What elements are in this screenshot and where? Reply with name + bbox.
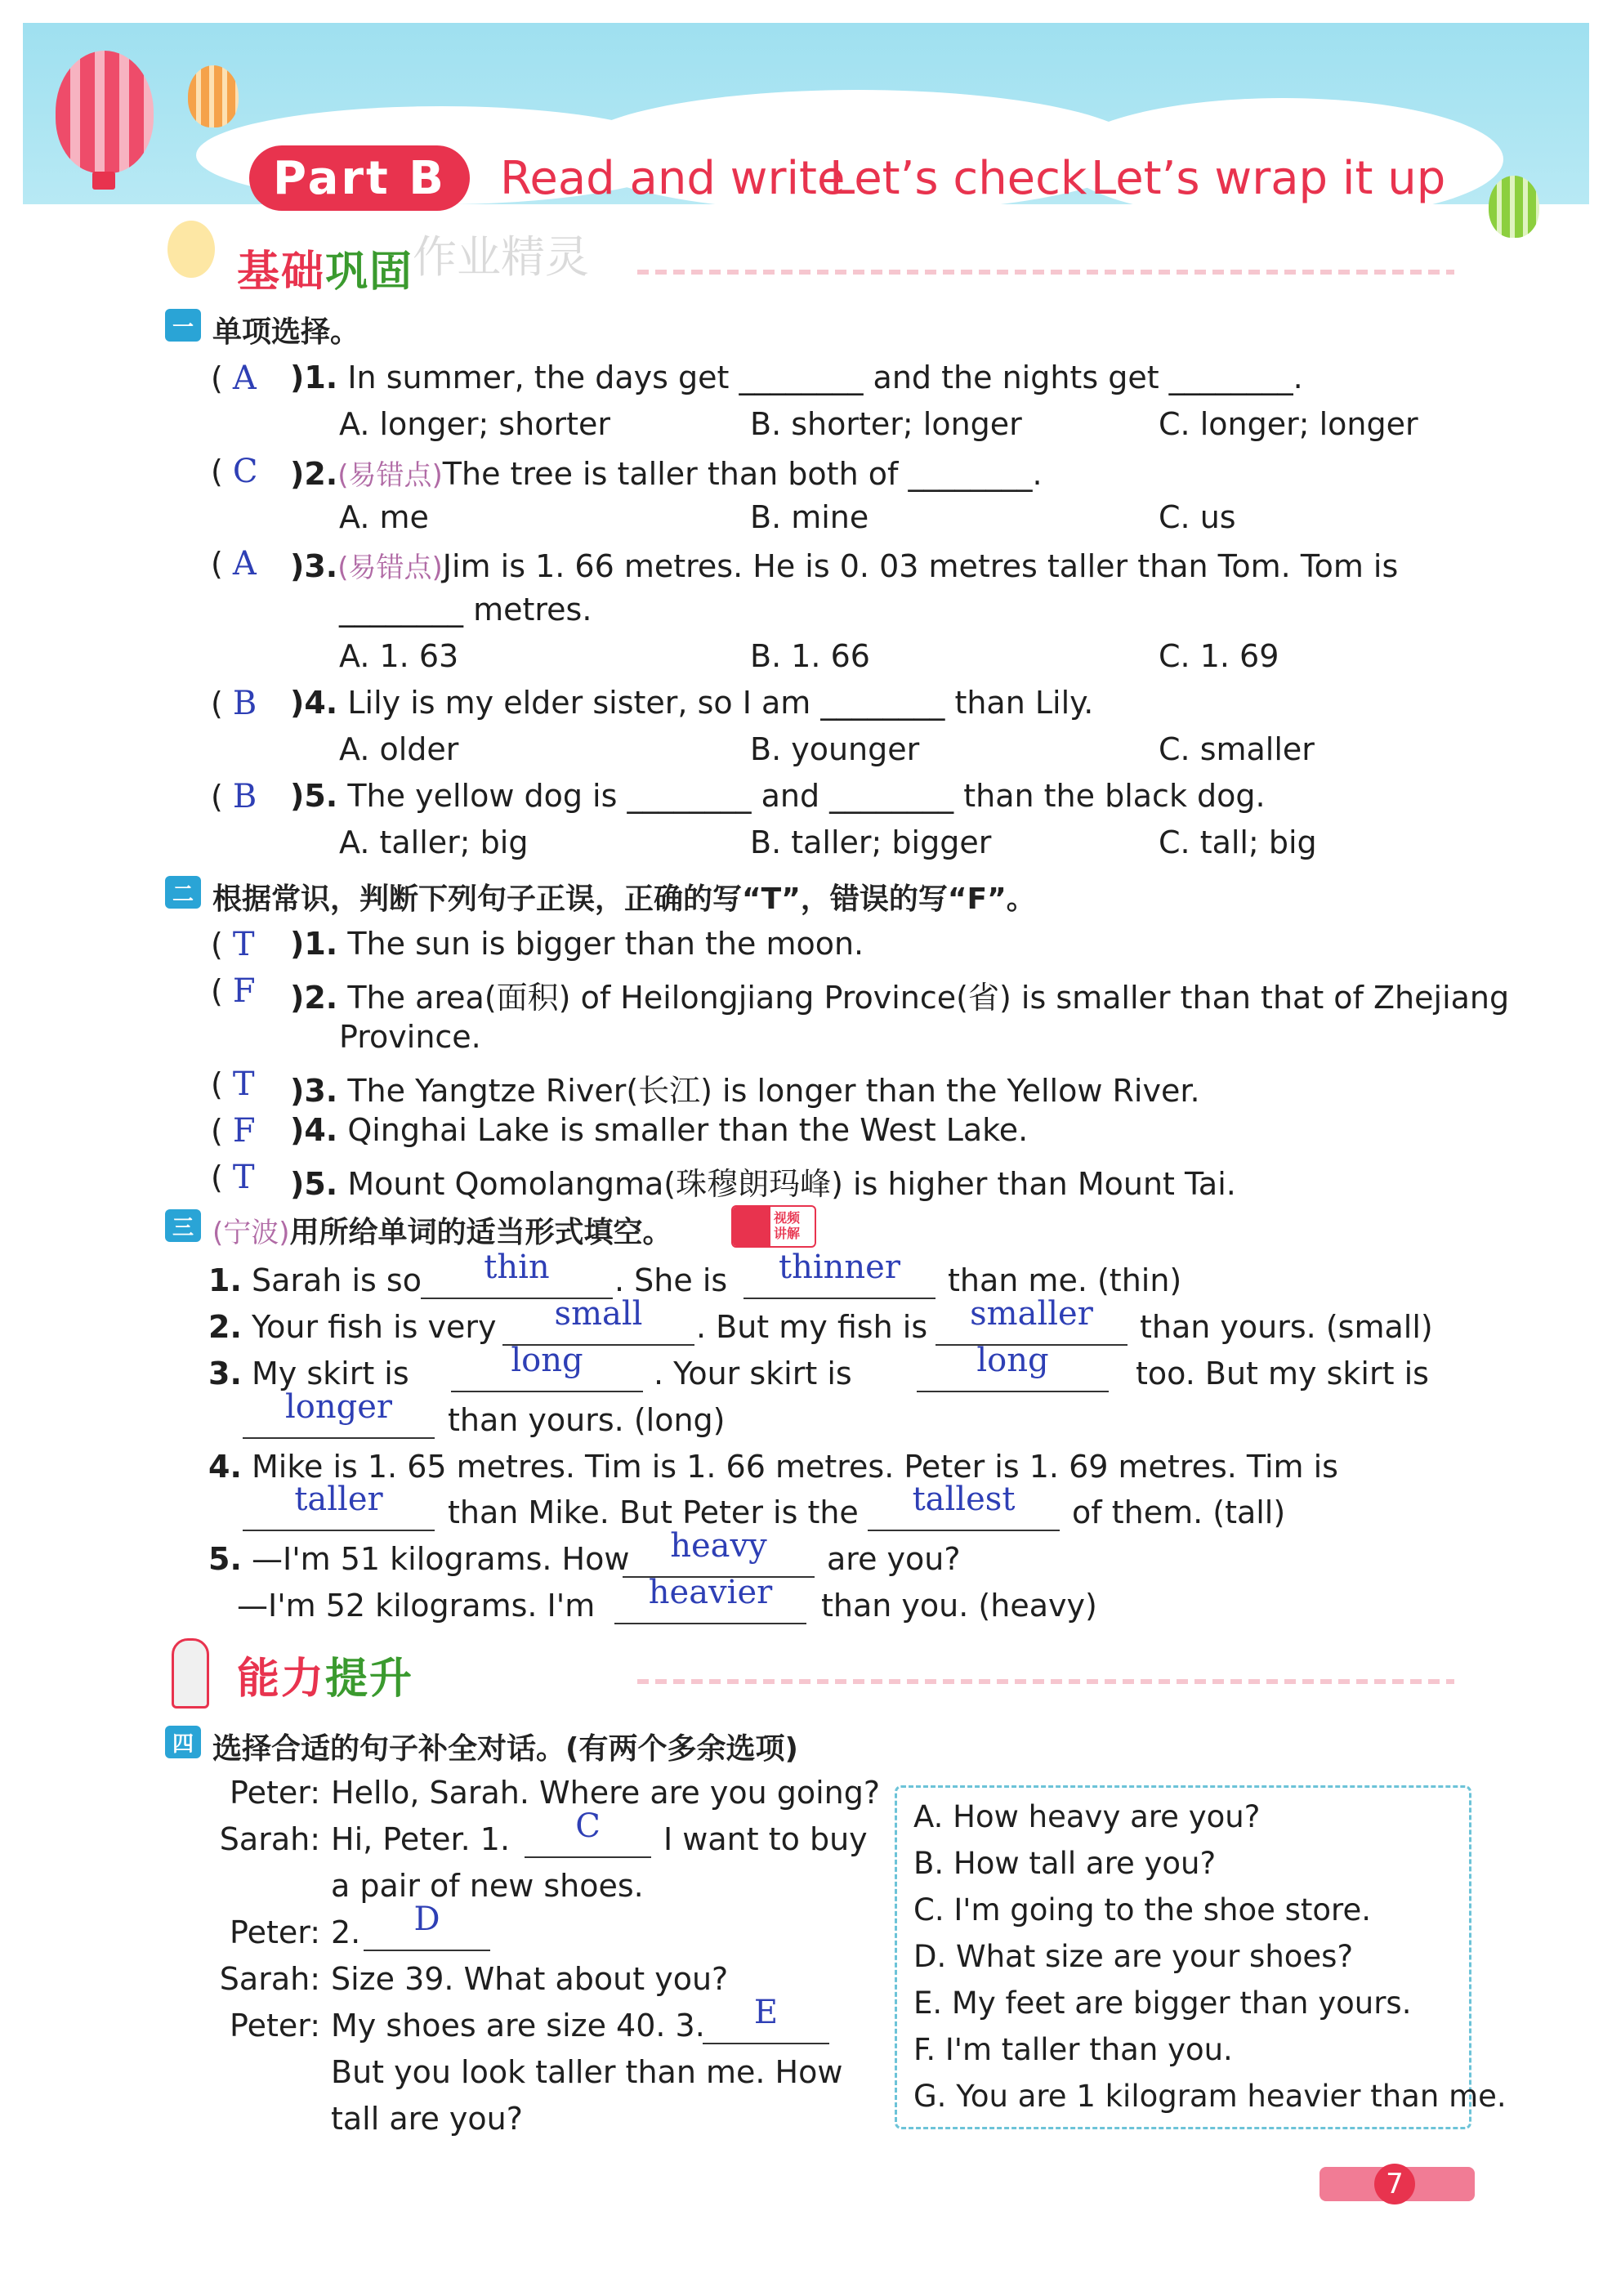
part-label: Part B xyxy=(249,145,470,211)
play-icon xyxy=(733,1207,770,1246)
question-item: )2.(易错点)The tree is taller than both of ________. xyxy=(290,456,1043,492)
handwritten-answer: D xyxy=(413,1901,440,1938)
dialog-line: 2. xyxy=(331,1914,361,1950)
video-explanation-button[interactable] xyxy=(731,1205,816,1248)
judgement-item: )4. Qinghai Lake is smaller than the West Lake. xyxy=(290,1112,1029,1148)
dialog-line: a pair of new shoes. xyxy=(331,1868,644,1904)
dialog-line: I want to buy xyxy=(663,1821,868,1857)
question-item: )4. Lily is my elder sister, so I am ________ than Lily. xyxy=(290,685,1094,721)
video-label: 视频 讲解 xyxy=(774,1210,801,1241)
option: B. taller; bigger xyxy=(750,824,992,860)
answer-bracket: ( F xyxy=(211,972,256,1010)
fill-sentence: than yours. (small) xyxy=(1140,1309,1433,1345)
question-badge: 四 xyxy=(165,1726,201,1758)
question-item-continued: ________ metres. xyxy=(339,592,592,628)
small-balloon-icon xyxy=(188,65,239,127)
dialog-line: Size 39. What about you? xyxy=(331,1961,729,1997)
answer-bracket: ( C xyxy=(211,453,258,490)
fill-sentence: than yours. (long) xyxy=(448,1402,726,1438)
fill-sentence: —I'm 52 kilograms. I'm xyxy=(237,1588,596,1624)
dialog-line: Hello, Sarah. Where are you going? xyxy=(331,1775,881,1811)
handwritten-answer: thinner xyxy=(779,1249,900,1286)
question-title: 单项选择。 xyxy=(212,315,360,349)
speaker: Peter: xyxy=(230,1914,320,1950)
answer-bracket: ( B xyxy=(211,778,257,815)
handwritten-answer: longer xyxy=(284,1388,393,1426)
question-badge: 三 xyxy=(165,1209,201,1242)
speaker: Peter: xyxy=(230,1775,320,1811)
answer-blank xyxy=(614,1623,806,1624)
fill-sentence: . Your skirt is xyxy=(654,1356,852,1391)
handwritten-answer: long xyxy=(511,1342,583,1379)
answer-bracket: ( T xyxy=(211,1159,255,1196)
judgement-item: )3. The Yangtze River(长江) is longer than the Yellow River. xyxy=(290,1073,1200,1109)
answer-bracket: ( A xyxy=(211,360,257,397)
question-item: )5. The yellow dog is ________ and ________ than the black dog. xyxy=(290,778,1266,814)
answer-blank xyxy=(868,1530,1060,1531)
fill-sentence: 2. Your fish is very xyxy=(208,1309,497,1345)
dialog-line: My shoes are size 40. 3. xyxy=(331,2008,705,2044)
answer-blank xyxy=(364,1950,490,1951)
answer-blank xyxy=(451,1391,643,1392)
fill-sentence: 5. —I'm 51 kilograms. How xyxy=(208,1541,630,1577)
option: C. us xyxy=(1159,499,1236,535)
dialog-line: Hi, Peter. 1. xyxy=(331,1821,511,1857)
fill-sentence: are you? xyxy=(827,1541,961,1577)
answer-blank xyxy=(917,1391,1109,1392)
question-title: (宁波)用所给单词的适当形式填空。 xyxy=(212,1216,672,1249)
fill-sentence: than you. (heavy) xyxy=(821,1588,1097,1624)
divider xyxy=(637,270,1454,275)
judgement-item-continued: Province. xyxy=(339,1019,481,1055)
option-a: A. How heavy are you? xyxy=(913,1799,1261,1834)
question-badge: 一 xyxy=(165,309,201,342)
answer-blank xyxy=(743,1298,935,1299)
answer-bracket: ( T xyxy=(211,1065,255,1103)
fill-sentence: . But my fish is xyxy=(696,1309,928,1345)
handwritten-answer: E xyxy=(753,1994,779,2031)
handwritten-answer: heavy xyxy=(670,1527,767,1565)
answer-bracket: ( F xyxy=(211,1112,256,1150)
option: B. younger xyxy=(750,731,920,767)
judgement-item: )1. The sun is bigger than the moon. xyxy=(290,926,864,962)
fill-sentence: 4. Mike is 1. 65 metres. Tim is 1. 66 metres. Peter is 1. 69 metres. Tim is xyxy=(208,1449,1338,1485)
page-number: 7 xyxy=(1374,2164,1415,2204)
answer-bracket: ( T xyxy=(211,926,255,963)
option: A. older xyxy=(339,731,459,767)
answer-blank xyxy=(525,1856,651,1858)
fill-sentence: than Mike. But Peter is the xyxy=(448,1494,859,1530)
speaker: Sarah: xyxy=(219,1961,320,1997)
option-f: F. I'm taller than you. xyxy=(913,2032,1233,2067)
handwritten-answer: C xyxy=(575,1807,601,1845)
option: C. smaller xyxy=(1159,731,1315,767)
option: C. tall; big xyxy=(1159,824,1317,860)
option: A. taller; big xyxy=(339,824,529,860)
section-ability-title: 能力提升 xyxy=(237,1655,414,1704)
option-d: D. What size are your shoes? xyxy=(913,1939,1354,1974)
answer-blank xyxy=(703,2043,829,2044)
option-g: G. You are 1 kilogram heavier than me. xyxy=(913,2079,1507,2114)
fill-sentence: than me. (thin) xyxy=(948,1262,1182,1298)
fill-sentence: 3. My skirt is xyxy=(208,1356,409,1391)
answer-bracket: ( A xyxy=(211,545,257,583)
handwritten-answer: long xyxy=(976,1342,1049,1379)
dialog-line: tall are you? xyxy=(331,2101,523,2137)
question-badge: 二 xyxy=(165,876,201,909)
handwritten-answer: small xyxy=(554,1295,643,1333)
fill-sentence: 1. Sarah is so xyxy=(208,1262,422,1298)
answer-blank xyxy=(243,1530,435,1531)
handwritten-answer: smaller xyxy=(970,1295,1093,1333)
option: A. longer; shorter xyxy=(339,406,611,442)
speaker: Peter: xyxy=(230,2008,320,2044)
balloon-basket-icon xyxy=(92,172,115,190)
option: B. 1. 66 xyxy=(750,638,870,674)
judgement-item: )5. Mount Qomolangma(珠穆朗玛峰) is higher than Mount Tai. xyxy=(290,1166,1236,1202)
option: C. 1. 69 xyxy=(1159,638,1279,674)
question-title: 根据常识，判断下列句子正误，正确的写“T”，错误的写“F”。 xyxy=(212,882,1036,916)
handwritten-answer: thin xyxy=(484,1249,550,1286)
dialog-line: But you look taller than me. How xyxy=(331,2054,843,2090)
option: B. mine xyxy=(750,499,869,535)
divider xyxy=(637,1679,1454,1684)
hot-air-balloon-icon xyxy=(56,51,154,173)
section-basic-title: 基础巩固 xyxy=(237,248,414,297)
option-b: B. How tall are you? xyxy=(913,1846,1217,1881)
fill-sentence: . She is xyxy=(614,1262,728,1298)
option: C. longer; longer xyxy=(1159,406,1418,442)
question-title: 选择合适的句子补全对话。(有两个多余选项) xyxy=(212,1732,798,1766)
question-item: )3.(易错点)Jim is 1. 66 metres. He is 0. 03 metres taller than Tom. Tom is xyxy=(290,548,1399,584)
answer-blank xyxy=(243,1437,435,1439)
option: A. me xyxy=(339,499,429,535)
header-link-read-and-write: Read and write xyxy=(500,151,846,205)
handwritten-answer: heavier xyxy=(648,1574,773,1611)
handwritten-answer: tallest xyxy=(912,1481,1016,1518)
option-c: C. I'm going to the shoe store. xyxy=(913,1892,1371,1927)
header-link-lets-wrap-it-up: Let’s wrap it up xyxy=(1091,151,1446,205)
pencil-mascot-icon xyxy=(167,221,215,278)
judgement-item: )2. The area(面积) of Heilongjiang Province(省) is smaller than that of Zhejiang xyxy=(290,980,1510,1016)
fill-sentence: of them. (tall) xyxy=(1072,1494,1286,1530)
answer-bracket: ( B xyxy=(211,685,257,722)
watermark: 作业精灵 xyxy=(413,231,589,283)
handwritten-answer: taller xyxy=(294,1481,383,1518)
header-link-lets-check: Let’s check xyxy=(829,151,1087,205)
question-item: )1. In summer, the days get ________ and the nights get ________. xyxy=(290,360,1303,395)
rocket-icon xyxy=(172,1638,209,1709)
speaker: Sarah: xyxy=(219,1821,320,1857)
option: B. shorter; longer xyxy=(750,406,1022,442)
fill-sentence: too. But my skirt is xyxy=(1136,1356,1429,1391)
option: A. 1. 63 xyxy=(339,638,459,674)
option-e: E. My feet are bigger than yours. xyxy=(913,1986,1412,2021)
green-balloon-icon xyxy=(1489,176,1539,238)
